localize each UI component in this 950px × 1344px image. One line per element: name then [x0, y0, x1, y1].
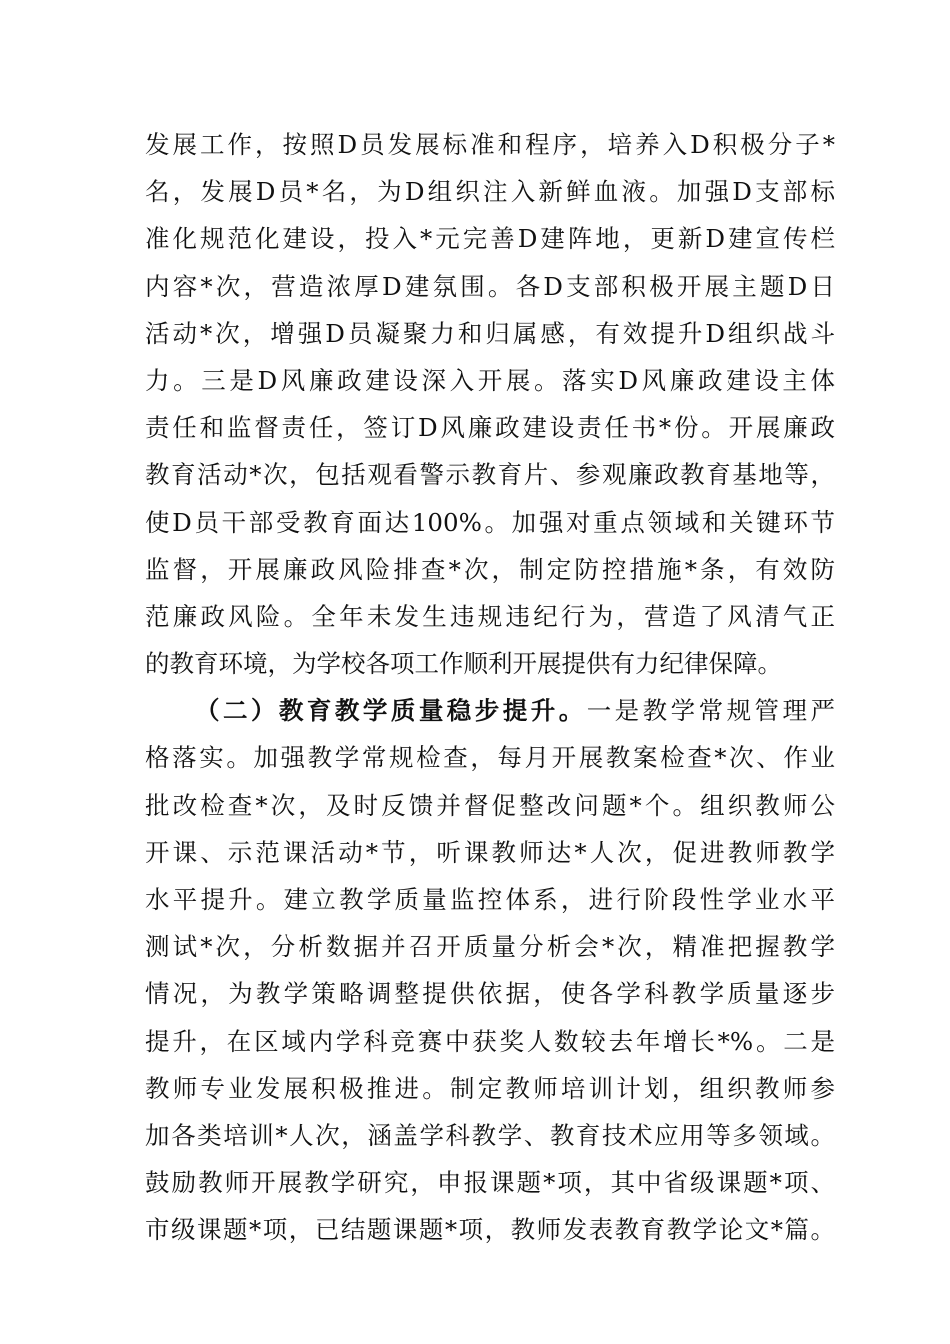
section-line-5: 水平提升。建立教学质量监控体系，进行阶段性学业水平	[145, 885, 835, 914]
section-line-6: 测试*次，分析数据并召开质量分析会*次，精准把握教学	[145, 932, 835, 962]
paragraph-line-12: 的教育环境，为学校各项工作顺利开展提供有力纪律保障。	[145, 649, 782, 679]
paragraph-line-3: 准化规范化建设，投入*元完善D建阵地，更新D建宣传栏	[145, 224, 835, 254]
paragraph-line-7: 责任和监督责任，签订D风廉政建设责任书*份。开展廉政	[145, 413, 835, 443]
body-text	[145, 121, 835, 1254]
section-first-line	[145, 687, 835, 734]
section-line-9: 教师专业发展积极推进。制定教师培训计划，组织教师参	[145, 1073, 835, 1103]
section-line-7: 情况，为教学策略调整提供依据，使各学科教学质量逐步	[145, 979, 835, 1009]
paragraph-line-11: 范廉政风险。全年未发生违规违纪行为，营造了风清气正	[145, 601, 835, 631]
paragraph-line-10: 监督，开展廉政风险排查*次，制定防控措施*条，有效防	[145, 554, 835, 584]
section-line-12: 市级课题*项，已结题课题*项，教师发表教育教学论文*篇。	[145, 1215, 835, 1245]
section-line-11: 鼓励教师开展教学研究，申报课题*项，其中省级课题*项、	[145, 1168, 835, 1198]
section-line-2: 格落实。加强教学常规检查，每月开展教案检查*次、作业	[145, 743, 835, 773]
section-line-4: 开课、示范课活动*节，听课教师达*人次，促进教师教学	[145, 837, 835, 867]
section-heading: （二）教育教学质量稳步提升。	[195, 696, 587, 726]
paragraph-line-9: 使D员干部受教育面达100%。加强对重点领域和关键环节	[145, 507, 835, 537]
paragraph-line-4: 内容*次，营造浓厚D建氛围。各D支部积极开展主题D日	[145, 271, 835, 301]
section-first-line-text: 一是教学常规管理严	[586, 696, 835, 726]
paragraph-line-6: 力。三是D风廉政建设深入开展。落实D风廉政建设主体	[145, 365, 835, 395]
section-line-10: 加各类培训*人次，涵盖学科教学、教育技术应用等多领域。	[145, 1120, 835, 1150]
section-line-8: 提升，在区域内学科竞赛中获奖人数较去年增长*%。二是	[145, 1026, 835, 1056]
paragraph-line-1: 发展工作，按照D员发展标准和程序，培养入D积极分子*	[145, 130, 835, 159]
paragraph-line-2: 名，发展D员*名，为D组织注入新鲜血液。加强D支部标	[145, 177, 835, 207]
paragraph-line-8: 教育活动*次，包括观看警示教育片、参观廉政教育基地等，	[145, 460, 835, 490]
section-line-3: 批改检查*次，及时反馈并督促整改问题*个。组织教师公	[145, 790, 835, 820]
paragraph-line-5: 活动*次，增强D员凝聚力和归属感，有效提升D组织战斗	[145, 318, 835, 348]
